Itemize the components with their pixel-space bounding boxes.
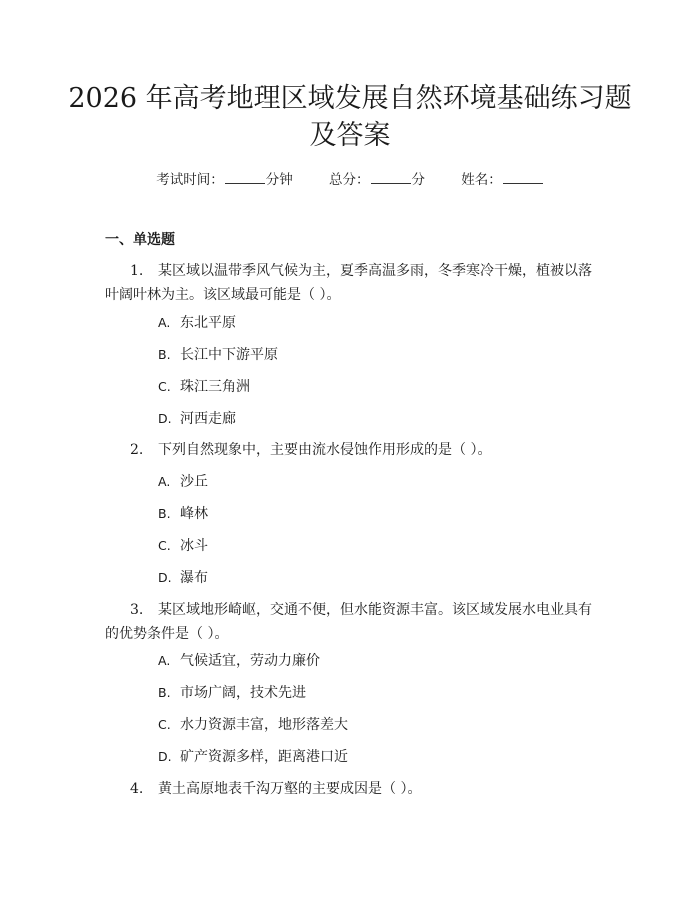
exam-time-label: 考试时间： bbox=[156, 172, 224, 188]
question-2 bbox=[105, 438, 603, 462]
option-text: 冰斗 bbox=[180, 538, 208, 554]
option-3b bbox=[158, 683, 306, 703]
option-text: 瀑布 bbox=[180, 570, 208, 586]
name-field bbox=[461, 172, 544, 188]
option-3c bbox=[158, 715, 348, 735]
name-blank bbox=[503, 171, 543, 184]
option-1b bbox=[158, 345, 278, 365]
total-score-unit: 分 bbox=[411, 172, 425, 188]
option-text: 峰林 bbox=[180, 506, 208, 522]
total-score-field bbox=[329, 172, 425, 188]
option-letter: B. bbox=[158, 685, 171, 700]
question-text: 下列自然现象中，主要由流水侵蚀作用形成的是（ ）。 bbox=[158, 442, 492, 458]
question-text: 某区域地形崎岖，交通不便，但水能资源丰富。该区域发展水电业具有的优势条件是（ ）。 bbox=[105, 602, 592, 642]
option-text: 珠江三角洲 bbox=[180, 379, 250, 395]
question-text: 某区域以温带季风气候为主，夏季高温多雨，冬季寒冷干燥，植被以落叶阔叶林为主。该区域最可能是（ ）。 bbox=[105, 263, 592, 303]
name-label: 姓名： bbox=[461, 172, 502, 188]
option-letter: A. bbox=[158, 653, 171, 668]
option-text: 矿产资源多样，距离港口近 bbox=[180, 749, 348, 765]
total-score-blank bbox=[371, 171, 411, 184]
option-letter: A. bbox=[158, 315, 171, 330]
option-1c bbox=[158, 377, 250, 397]
exam-time-blank bbox=[225, 171, 265, 184]
option-2a bbox=[158, 472, 208, 492]
option-letter: D. bbox=[158, 570, 172, 585]
option-text: 沙丘 bbox=[180, 474, 208, 490]
question-number: 1. bbox=[130, 263, 144, 279]
option-letter: C. bbox=[158, 717, 171, 732]
option-text: 河西走廊 bbox=[180, 411, 236, 427]
option-3a bbox=[158, 651, 320, 671]
option-2c bbox=[158, 536, 208, 556]
option-text: 市场广阔，技术先进 bbox=[180, 685, 306, 701]
option-2d bbox=[158, 568, 208, 588]
question-number: 4. bbox=[130, 781, 144, 797]
option-letter: C. bbox=[158, 538, 171, 553]
question-4 bbox=[105, 777, 603, 801]
question-text: 黄土高原地表千沟万壑的主要成因是（ ）。 bbox=[158, 781, 422, 797]
question-1 bbox=[105, 259, 603, 307]
option-text: 长江中下游平原 bbox=[180, 347, 278, 363]
option-text: 气候适宜，劳动力廉价 bbox=[180, 653, 320, 669]
exam-time-unit: 分钟 bbox=[265, 172, 293, 188]
option-letter: D. bbox=[158, 411, 172, 426]
option-letter: B. bbox=[158, 506, 171, 521]
question-number: 3. bbox=[130, 602, 144, 618]
section-heading: 一、单选题 bbox=[105, 232, 175, 248]
option-letter: D. bbox=[158, 749, 172, 764]
option-3d bbox=[158, 747, 348, 767]
option-letter: B. bbox=[158, 347, 171, 362]
option-letter: C. bbox=[158, 379, 171, 394]
question-number: 2. bbox=[130, 442, 144, 458]
exam-time-field bbox=[156, 172, 293, 188]
option-2b bbox=[158, 504, 208, 524]
option-letter: A. bbox=[158, 474, 171, 489]
option-text: 水力资源丰富，地形落差大 bbox=[180, 717, 348, 733]
exam-info bbox=[0, 168, 700, 188]
question-3 bbox=[105, 598, 603, 646]
option-1d bbox=[158, 409, 236, 429]
total-score-label: 总分： bbox=[329, 172, 370, 188]
option-1a bbox=[158, 313, 236, 333]
document-title: 2026 年高考地理区域发展自然环境基础练习题及答案 bbox=[68, 83, 632, 151]
option-text: 东北平原 bbox=[180, 315, 236, 331]
